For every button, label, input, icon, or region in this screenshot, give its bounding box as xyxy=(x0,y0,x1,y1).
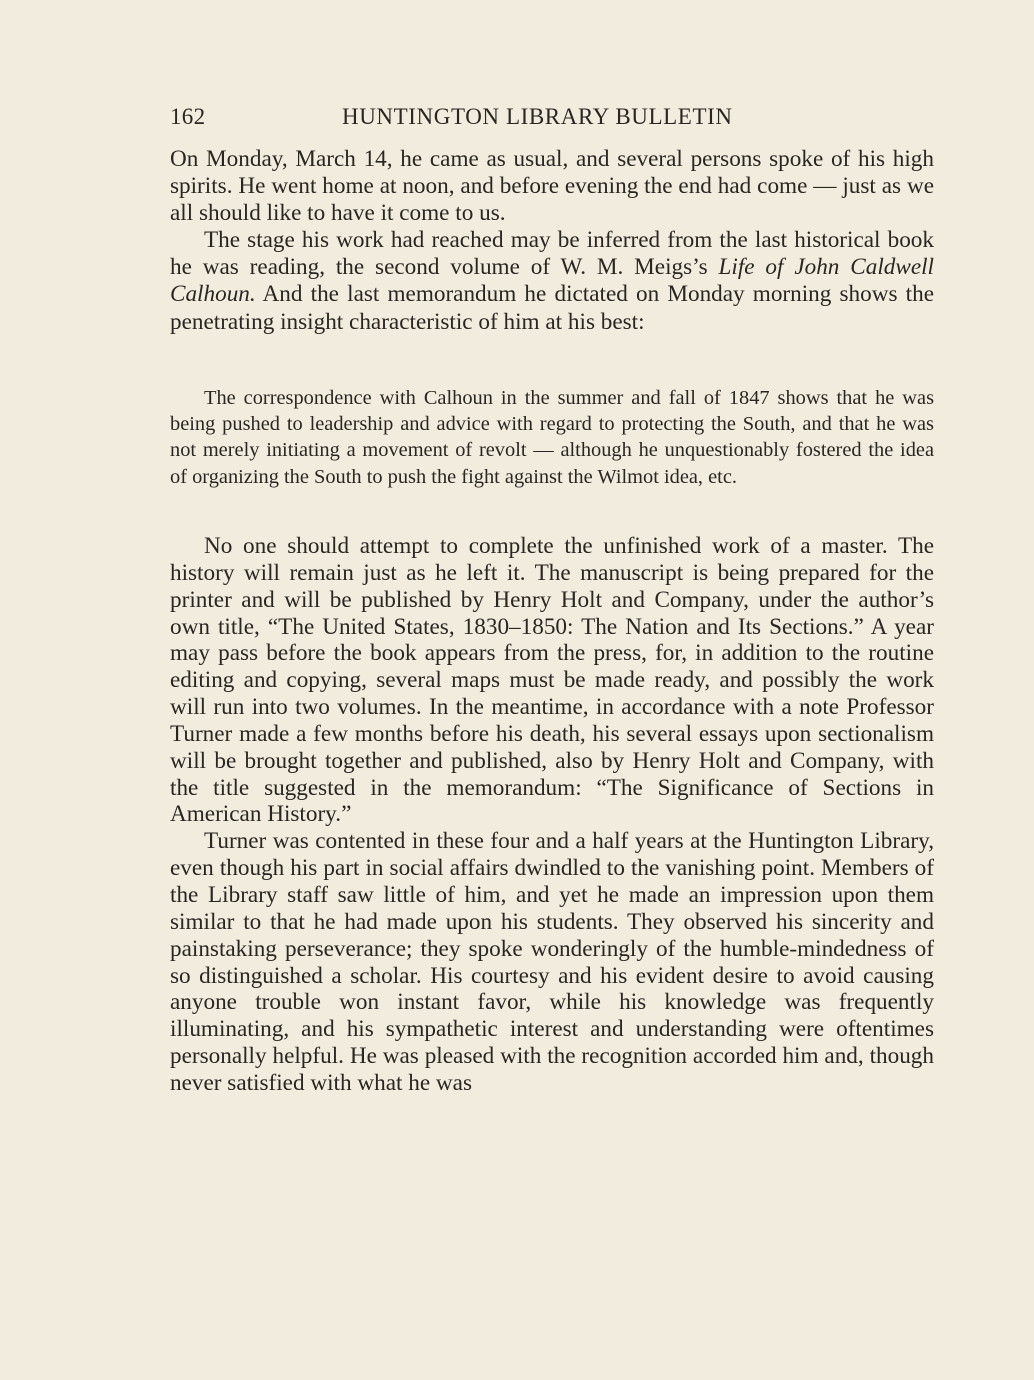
paragraph-3: No one should attempt to complete the unfinished work of a master. The history will remain just as he left it. The manuscript is being prepared for the printer and will be published by Henry Holt and Company, under the author’s own title, “The United States, 1830–1850: The Nation and Its Sections.” A year may pass before the book appears from the press, for, in addition to the routine editing and copying, several maps must be made ready, and possibly the work will run into two volumes. In the meantime, in accordance with a note Professor Turner made a few months before his death, his several essays upon sectionalism will be brought together and published, also by Henry Holt and Company, with the title suggested in the memorandum: “The Significance of Sections in American History.” xyxy=(170,533,934,828)
running-head: HUNTINGTON LIBRARY BULLETIN xyxy=(342,104,733,129)
paragraph-1: On Monday, March 14, he came as usual, and several persons spoke of his high spirits. He went home at noon, and before evening the end had come — just as we all should like to have it come to us. xyxy=(170,146,934,227)
block-quote: The correspondence with Calhoun in the summer and fall of 1847 shows that he was being pushed to leadership and advice with regard to protecting the South, and that he was not merely initiating a movement of revolt — although he unquestionably fostered the idea of organizing the South to push the fight against the Wilmot idea, etc. xyxy=(170,387,934,488)
page-header xyxy=(170,104,932,140)
paragraph-2-text-a: The stage his work had reached may be inferred from the last historical book he was reading, the second volume of W. M. Meigs’s xyxy=(170,227,934,281)
paragraph-4: Turner was contented in these four and a half years at the Huntington Library, even though his part in social affairs dwindled to the vanishing point. Members of the Library staff saw little of him, and yet he made an impression upon them similar to that he had made upon his students. They observed his sincerity and painstaking perseverance; they spoke wonderingly of the humble-mindedness of so distinguished a scholar. His courtesy and his evident desire to avoid causing anyone trouble won instant favor, while his knowledge was frequently illuminating, and his sympathetic interest and understanding were oftentimes personally helpful. He was pleased with the recognition accorded him and, though never satisfied with what he was xyxy=(170,828,934,1096)
book-title: Life of John Caldwell Calhoun. xyxy=(170,254,934,308)
body-text-bottom xyxy=(170,533,934,1097)
body-text-top xyxy=(170,146,934,336)
page-number: 162 xyxy=(170,104,206,129)
paragraph-2 xyxy=(170,227,934,335)
paragraph-2-text-b: And the last memorandum he dictated on Monday morning shows the penetrating insight characteristic of him at his best: xyxy=(170,281,934,335)
